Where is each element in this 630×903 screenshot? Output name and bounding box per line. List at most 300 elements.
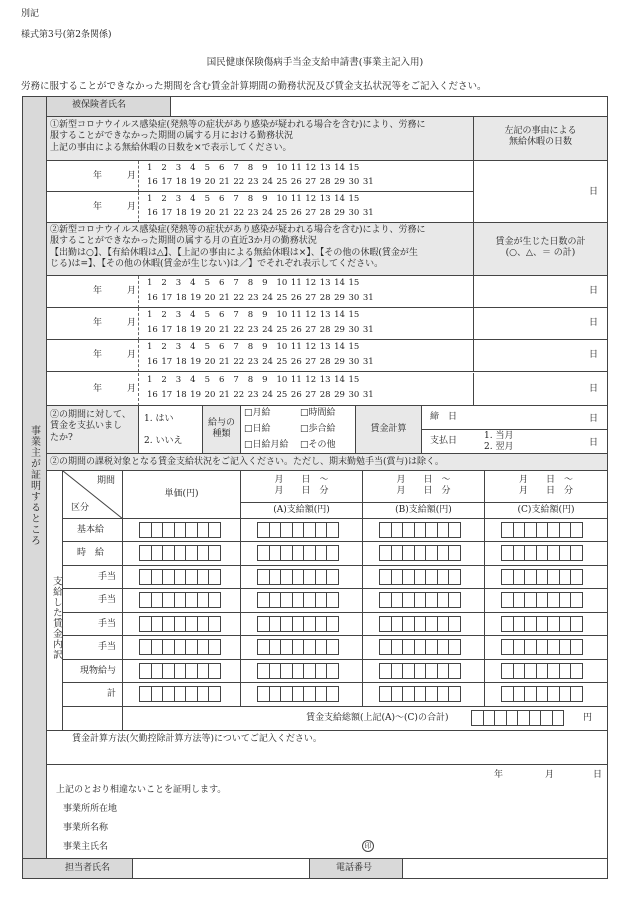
col_b-amount-boxes[interactable]	[363, 589, 485, 613]
day-number: 7	[233, 163, 239, 173]
day-number: 23	[247, 390, 259, 401]
days-unit: 日	[588, 318, 598, 328]
day-number: 8	[247, 342, 254, 352]
day-number: 12	[305, 278, 317, 288]
day-number: 13	[319, 163, 331, 173]
day-number: 3	[175, 310, 182, 320]
day-number: 10	[276, 278, 288, 288]
cert-month: 月	[545, 770, 555, 780]
day-number: 19	[190, 208, 201, 219]
day-number: 28	[319, 177, 331, 188]
col_c-amount-boxes[interactable]	[485, 613, 607, 636]
day-number: 20	[204, 292, 216, 303]
day-number: 2	[161, 375, 167, 385]
days-unit: 日	[588, 286, 598, 296]
day-number: 20	[204, 208, 216, 219]
day-number: 4	[190, 310, 196, 320]
day-number: 17	[161, 356, 173, 367]
day-number: 18	[175, 208, 187, 219]
day-numbers-1-15	[147, 375, 473, 386]
col_c-header: (C)支給額(円)	[485, 503, 607, 519]
month-label: 月	[127, 201, 137, 212]
unit-price-boxes[interactable]	[123, 636, 241, 660]
total-blank-cell	[63, 707, 123, 731]
unit-price-boxes[interactable]	[123, 613, 241, 636]
option-hourly[interactable]: □時間給	[300, 408, 336, 418]
wage-type-options	[241, 406, 356, 454]
col_c-period[interactable]: 月 日 ～ 月 日 分	[485, 471, 607, 503]
day-number: 16	[147, 177, 158, 188]
day-number: 30	[348, 390, 360, 401]
day-number: 14	[334, 278, 345, 288]
period-label: 期間	[97, 476, 116, 486]
unit-price-boxes[interactable]	[123, 566, 241, 589]
day-number: 25	[276, 208, 288, 219]
wage-row-label: 計	[63, 683, 123, 707]
phone-field[interactable]	[403, 858, 607, 878]
side-label: 事業主が証明するところ	[28, 425, 40, 546]
day-number: 12	[305, 194, 317, 204]
s2-row2-day-grid[interactable]	[139, 308, 474, 340]
day-number: 15	[348, 163, 360, 173]
day-number: 6	[218, 163, 225, 173]
year-label: 年	[93, 383, 103, 394]
day-number: 30	[348, 292, 360, 303]
day-number: 29	[334, 177, 345, 188]
day-number: 9	[262, 163, 268, 173]
day-numbers-16-31	[147, 357, 473, 368]
day-number: 11	[290, 163, 302, 173]
day-number: 27	[305, 208, 317, 219]
day-number: 14	[334, 310, 345, 320]
col_c-amount-boxes[interactable]	[485, 660, 607, 683]
day-numbers-1-15	[147, 342, 473, 353]
day-number: 6	[218, 342, 225, 352]
total-yen: 円	[583, 713, 593, 723]
day-number: 3	[175, 163, 182, 173]
col_a-amount-boxes[interactable]	[241, 589, 363, 613]
day-numbers-1-15	[147, 278, 473, 289]
day-number: 26	[290, 292, 302, 303]
payday-label: 支払日	[430, 436, 458, 446]
day-number: 22	[233, 208, 245, 219]
day-number: 12	[305, 375, 317, 385]
day-number: 28	[319, 356, 331, 367]
s2-row2-ym-cell[interactable]	[47, 308, 139, 340]
day-number: 21	[218, 324, 230, 335]
day-number: 29	[334, 324, 345, 335]
day-number: 9	[262, 310, 268, 320]
office-name-label: 事業所名称	[63, 823, 109, 833]
col_c-amount-boxes[interactable]	[485, 636, 607, 660]
form-number: 様式第3号(第2条関係)	[21, 30, 112, 40]
days-unit: 日	[588, 187, 598, 197]
day-number: 23	[247, 356, 259, 367]
day-number: 24	[262, 356, 273, 367]
day-number: 17	[161, 390, 173, 401]
day-number: 3	[175, 375, 182, 385]
day-number: 5	[204, 278, 210, 288]
s2-row1-ym-cell[interactable]	[47, 276, 139, 308]
day-number: 21	[218, 208, 230, 219]
day-number: 16	[147, 324, 158, 335]
s1-row2-day-grid[interactable]	[139, 192, 474, 223]
wage-row-label: 手当	[63, 636, 123, 660]
day-number: 30	[348, 324, 360, 335]
day-number: 1	[147, 163, 153, 173]
option-other[interactable]: □その他	[300, 440, 336, 450]
day-number: 11	[290, 342, 302, 352]
day-numbers-16-31	[147, 390, 473, 401]
section2-days-header: 賃金が生じた日数の計 (○、△、＝ の計)	[474, 223, 607, 276]
day-number: 23	[247, 208, 259, 219]
day-number: 30	[348, 177, 360, 188]
col_b-header: (B)支給額(円)	[363, 503, 485, 519]
day-number: 13	[319, 194, 331, 204]
cert-year: 年	[494, 770, 504, 780]
day-number: 1	[147, 194, 153, 204]
period-category-header	[63, 471, 123, 519]
col_c-amount-boxes[interactable]	[485, 542, 607, 566]
day-number: 2	[161, 310, 167, 320]
day-number: 6	[218, 278, 225, 288]
day-number: 20	[204, 356, 216, 367]
day-number: 20	[204, 324, 216, 335]
day-number: 9	[262, 375, 268, 385]
day-number: 5	[204, 375, 210, 385]
col_b-amount-boxes[interactable]	[363, 566, 485, 589]
day-number: 3	[175, 278, 182, 288]
day-number: 19	[190, 177, 201, 188]
day-number: 22	[233, 292, 245, 303]
day-number: 29	[334, 292, 345, 303]
annex-label: 別記	[21, 9, 40, 19]
wage-row-label: 手当	[63, 566, 123, 589]
month-label: 月	[127, 318, 137, 328]
day-number: 5	[204, 310, 210, 320]
s1-row1-day-grid[interactable]	[139, 161, 474, 192]
calc-method-label: 賃金計算方法(欠勤控除計算方法等)についてご記入ください。	[72, 734, 322, 744]
payday-unit: 日	[588, 438, 598, 448]
day-number: 31	[362, 292, 374, 303]
s2-row3-ym-cell[interactable]	[47, 340, 139, 372]
option-daily-monthly[interactable]: □日給月給	[244, 440, 289, 450]
section1-days-field[interactable]	[474, 161, 607, 223]
unit-price-boxes[interactable]	[123, 542, 241, 566]
col_b-amount-boxes[interactable]	[363, 636, 485, 660]
insured-name-label: 被保険者氏名	[47, 97, 171, 117]
wage-row-label: 現物給与	[63, 660, 123, 683]
day-number: 29	[334, 390, 345, 401]
day-number: 25	[276, 177, 288, 188]
contact-field[interactable]	[133, 858, 310, 878]
day-number: 10	[276, 163, 288, 173]
day-number: 25	[276, 356, 288, 367]
day-number: 10	[276, 375, 288, 385]
section2-description: ②新型コロナウイルス感染症(発熱等の症状があり感染が疑われる場合を含む)により、労務に 服することができなかった期間の属する月の直近3か月の勤務状況 【出勤は○】、【有給休暇は△】、【上記の事由による無給休暇は×】、【その他の休暇(賃金が生 じる)は=】、【その他の休暇(賃金が生じない)は／】でそれぞれ表示してください。	[47, 223, 474, 276]
col_b-amount-boxes[interactable]	[363, 613, 485, 636]
day-number: 30	[348, 208, 360, 219]
day-number: 26	[290, 390, 302, 401]
day-number: 20	[204, 177, 216, 188]
day-number: 16	[147, 390, 158, 401]
day-number: 12	[305, 342, 317, 352]
day-number: 6	[218, 310, 225, 320]
total-row	[123, 707, 607, 731]
day-number: 9	[262, 342, 268, 352]
day-number: 11	[290, 194, 302, 204]
day-number: 7	[233, 278, 239, 288]
day-number: 2	[161, 342, 167, 352]
phone-label: 電話番号	[310, 858, 403, 878]
col_b-amount-boxes[interactable]	[363, 683, 485, 707]
day-numbers-16-31	[147, 177, 473, 188]
section2-days-field[interactable]	[474, 373, 607, 406]
col_a-amount-boxes[interactable]	[241, 613, 363, 636]
day-number: 27	[305, 356, 317, 367]
col_b-amount-boxes[interactable]	[363, 519, 485, 542]
section4-title: ②の期間の課税対象となる賃金支給状況をご記入ください。ただし、期末勤勉手当(賞与)は除く。	[47, 454, 607, 471]
payment-answer-cell	[139, 406, 203, 454]
day-number: 15	[348, 278, 360, 288]
day-number: 7	[233, 194, 239, 204]
s1-row1-ym-cell[interactable]	[47, 161, 139, 192]
wage-type-label: 給与の 種類	[203, 406, 241, 454]
day-number: 24	[262, 292, 273, 303]
unit-price-boxes[interactable]	[123, 589, 241, 613]
day-number: 13	[319, 375, 331, 385]
day-number: 17	[161, 177, 173, 188]
day-number: 6	[218, 194, 225, 204]
s2-row4-ym-cell[interactable]	[47, 373, 139, 406]
day-number: 15	[348, 310, 360, 320]
day-number: 11	[290, 278, 302, 288]
day-number: 30	[348, 356, 360, 367]
office-address-label: 事業所所在地	[63, 804, 118, 814]
col_a-amount-boxes[interactable]	[241, 660, 363, 683]
instruction-text: 労務に服することができなかった期間を含む賃金計算期間の勤務状況及び賃金支払状況等をご記入ください。	[21, 81, 487, 92]
s2-row1-day-grid[interactable]	[139, 276, 474, 308]
col_b-period[interactable]: 月 日 ～ 月 日 分	[363, 471, 485, 503]
day-number: 19	[190, 356, 201, 367]
unit-price-header: 単価(円)	[123, 471, 241, 519]
day-number: 8	[247, 163, 254, 173]
day-number: 24	[262, 208, 273, 219]
section2-days-field[interactable]	[474, 308, 607, 340]
year-label: 年	[93, 170, 103, 181]
day-number: 31	[362, 208, 374, 219]
days-unit: 日	[588, 383, 598, 394]
day-number: 5	[204, 163, 210, 173]
day-number: 24	[262, 390, 273, 401]
day-number: 12	[305, 310, 317, 320]
col_a-amount-boxes[interactable]	[241, 542, 363, 566]
day-number: 31	[362, 356, 374, 367]
day-number: 18	[175, 356, 187, 367]
col_c-amount-boxes[interactable]	[485, 683, 607, 707]
col_b-amount-boxes[interactable]	[363, 660, 485, 683]
day-number: 22	[233, 177, 245, 188]
day-number: 5	[204, 342, 210, 352]
option-commission[interactable]: □歩合給	[300, 424, 336, 434]
day-number: 21	[218, 390, 230, 401]
cutoff-day-row[interactable]	[422, 406, 607, 430]
total-label: 賃金支給総額(上記(A)～(C)の合計)	[306, 713, 449, 723]
day-number: 9	[262, 278, 268, 288]
payday-row[interactable]	[422, 430, 607, 454]
answer-yes[interactable]: 1. はい	[144, 414, 174, 424]
day-number: 20	[204, 390, 216, 401]
day-number: 18	[175, 324, 187, 335]
day-number: 14	[334, 342, 345, 352]
cert-statement: 上記のとおり相違ないことを証明します。	[56, 785, 227, 795]
col_a-amount-boxes[interactable]	[241, 636, 363, 660]
day-number: 19	[190, 292, 201, 303]
col_a-header: (A)支給額(円)	[241, 503, 363, 519]
day-number: 10	[276, 342, 288, 352]
day-number: 3	[175, 342, 182, 352]
day-number: 8	[247, 375, 254, 385]
day-number: 22	[233, 390, 245, 401]
day-number: 15	[348, 194, 360, 204]
calc-method-field[interactable]	[47, 731, 607, 765]
year-label: 年	[93, 286, 103, 296]
year-label: 年	[93, 201, 103, 212]
day-number: 29	[334, 208, 345, 219]
day-number: 24	[262, 177, 273, 188]
s2-row4-day-grid[interactable]	[139, 373, 474, 406]
day-number: 22	[233, 356, 245, 367]
day-number: 16	[147, 292, 158, 303]
day-number: 9	[262, 194, 268, 204]
day-numbers-1-15	[147, 310, 473, 321]
day-number: 31	[362, 177, 374, 188]
day-number: 28	[319, 324, 331, 335]
day-numbers-16-31	[147, 293, 473, 304]
answer-no[interactable]: 2. いいえ	[144, 436, 183, 446]
day-number: 24	[262, 324, 273, 335]
day-number: 7	[233, 310, 239, 320]
unit-price-boxes[interactable]	[123, 683, 241, 707]
day-number: 22	[233, 324, 245, 335]
cutoff-day-unit: 日	[588, 414, 598, 424]
section2-days-field[interactable]	[474, 276, 607, 308]
category-label: 区分	[71, 503, 90, 513]
payment-question: ②の期間に対して、 賃金を支払いまし たか?	[47, 406, 139, 454]
day-number: 27	[305, 292, 317, 303]
col_b-amount-boxes[interactable]	[363, 542, 485, 566]
option-monthly[interactable]: □月給	[244, 408, 271, 418]
day-number: 1	[147, 310, 153, 320]
day-numbers-1-15	[147, 163, 473, 174]
payday-this-month[interactable]: 1. 当月	[484, 431, 514, 441]
day-number: 26	[290, 208, 302, 219]
day-number: 10	[276, 310, 288, 320]
day-number: 10	[276, 194, 288, 204]
col_a-period[interactable]: 月 日 ～ 月 日 分	[241, 471, 363, 503]
payday-next-month[interactable]: 2. 翌月	[484, 442, 514, 452]
day-number: 23	[247, 324, 259, 335]
total-boxes[interactable]	[471, 710, 563, 730]
month-label: 月	[127, 383, 137, 394]
day-number: 8	[247, 278, 254, 288]
s1-row2-ym-cell[interactable]	[47, 192, 139, 223]
day-number: 14	[334, 194, 345, 204]
col_a-amount-boxes[interactable]	[241, 683, 363, 707]
day-number: 26	[290, 324, 302, 335]
day-number: 31	[362, 324, 374, 335]
year-label: 年	[93, 350, 103, 360]
day-number: 23	[247, 177, 259, 188]
day-number: 2	[161, 194, 167, 204]
unit-price-boxes[interactable]	[123, 660, 241, 683]
day-number: 4	[190, 342, 196, 352]
wage-row-label: 手当	[63, 613, 123, 636]
day-numbers-16-31	[147, 208, 473, 219]
day-number: 14	[334, 375, 345, 385]
day-number: 23	[247, 292, 259, 303]
col_c-amount-boxes[interactable]	[485, 589, 607, 613]
day-number: 19	[190, 390, 201, 401]
day-number: 21	[218, 356, 230, 367]
day-number: 17	[161, 208, 173, 219]
day-number: 26	[290, 177, 302, 188]
day-number: 28	[319, 208, 331, 219]
year-label: 年	[93, 318, 103, 328]
cert-day: 日	[593, 770, 603, 780]
day-number: 18	[175, 390, 187, 401]
day-number: 8	[247, 194, 254, 204]
seal-icon: 印	[362, 840, 374, 852]
owner-name-label: 事業主氏名	[63, 842, 109, 852]
wage-row-label: 基本給	[63, 519, 123, 542]
col_c-amount-boxes[interactable]	[485, 519, 607, 542]
day-number: 12	[305, 163, 317, 173]
day-number: 14	[334, 163, 345, 173]
day-number: 25	[276, 390, 288, 401]
day-number: 16	[147, 356, 158, 367]
day-number: 21	[218, 177, 230, 188]
day-number: 17	[161, 324, 173, 335]
s2-row3-day-grid[interactable]	[139, 340, 474, 372]
month-label: 月	[127, 170, 137, 181]
day-number: 4	[190, 375, 196, 385]
col_a-amount-boxes[interactable]	[241, 566, 363, 589]
days-unit: 日	[588, 350, 598, 360]
day-number: 2	[161, 163, 167, 173]
col_c-amount-boxes[interactable]	[485, 566, 607, 589]
day-number: 27	[305, 390, 317, 401]
col_a-amount-boxes[interactable]	[241, 519, 363, 542]
contact-label: 担当者氏名	[23, 858, 133, 878]
day-number: 4	[190, 194, 196, 204]
month-label: 月	[127, 350, 137, 360]
insured-name-field[interactable]	[171, 97, 607, 117]
day-number: 27	[305, 324, 317, 335]
unit-price-boxes[interactable]	[123, 519, 241, 542]
day-numbers-16-31	[147, 325, 473, 336]
day-number: 27	[305, 177, 317, 188]
option-daily[interactable]: □日給	[244, 424, 271, 434]
day-number: 1	[147, 278, 153, 288]
day-number: 16	[147, 208, 158, 219]
month-label: 月	[127, 286, 137, 296]
day-number: 5	[204, 194, 210, 204]
section1-days-header: 左記の事由による 無給休暇の日数	[474, 117, 607, 161]
section2-days-field[interactable]	[474, 340, 607, 372]
day-number: 17	[161, 292, 173, 303]
day-number: 19	[190, 324, 201, 335]
